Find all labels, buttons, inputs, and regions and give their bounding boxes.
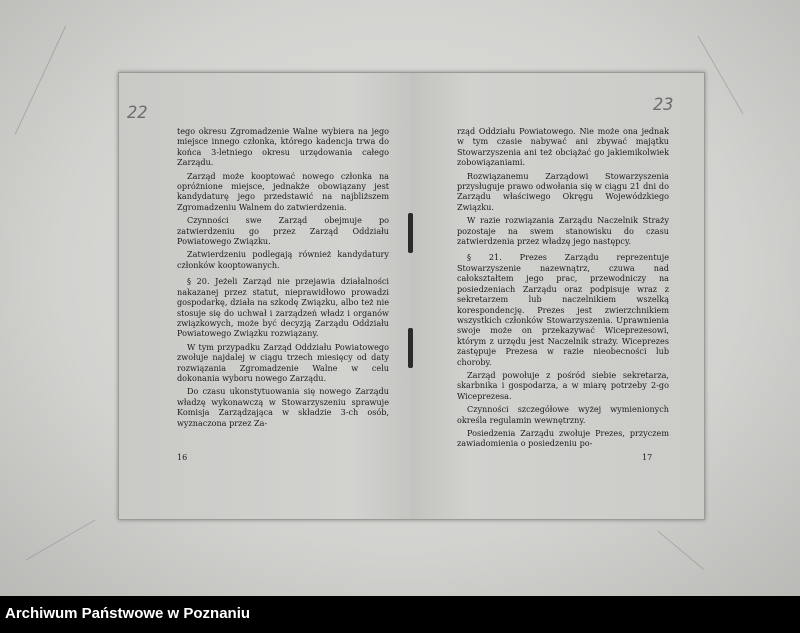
- archive-label: Archiwum Państwowe w Poznaniu: [5, 605, 251, 622]
- paragraph: tego okresu Zgromadzenie Walne wybiera na jego miejsce innego członka, którego kadencja trwa do końca 3-letniego okresu urzędowania całego Zarządu.: [177, 126, 389, 168]
- archive-footer: [0, 596, 800, 633]
- staple-icon: [408, 328, 413, 368]
- booklet: [118, 72, 705, 520]
- paragraph: Czynności szczegółowe wyżej wymienionych określa regulamin wewnętrzny.: [457, 404, 669, 425]
- page-number-right: 17: [642, 453, 653, 462]
- paragraph: rząd Oddziału Powiatowego. Nie może ona jednak w tym czasie nabywać ani zbywać majątku Stowarzyszenia ani też obciążać go jakiemikolwiek zobowiązaniami.: [457, 126, 669, 168]
- paragraph: W razie rozwiązania Zarządu Naczelnik Straży pozostaje na swem stanowisku do czasu zatwierdzenia przez władzę jego następcy.: [457, 215, 669, 247]
- paragraph: Zatwierdzeniu podlegają również kandydatury członków kooptowanych.: [177, 249, 389, 270]
- crease-mark: [657, 530, 704, 569]
- paragraph: Do czasu ukonstytuowania się nowego Zarządu władzę wykonawczą w Stowarzyszeniu sprawuje Komisja Zarządzająca w składzie 3-ch osób, wyznaczona przez Za-: [177, 386, 389, 428]
- right-page-text: [457, 126, 669, 452]
- crease-mark: [26, 520, 96, 561]
- page-number-left: 16: [177, 453, 188, 462]
- left-page-text: [177, 126, 389, 431]
- section-paragraph: § 21. Prezes Zarządu reprezentuje Stowarzyszenie nazewnątrz, czuwa nad całokształtem jego prac, przewodniczy na posiedzeniach Zarządu oraz podpisuje wraz z sekretarzem lub naczelnikiem wszelką korespondencję. Prezes jest zwierzchnikiem wszystkich członków Stowarzyszenia. Uprawnienia swoje może on przekazywać Wiceprezesowi, którym z urzędu jest Naczelnik straży. Wiceprezes zastępuje Prezesa w razie nieobecności lub choroby.: [457, 252, 669, 367]
- paragraph: Rozwiązanemu Zarządowi Stowarzyszenia przysługuje prawo odwołania się w ciągu 21 dni do Zarządu właściwego Okręgu Wojewódzkiego Związku.: [457, 170, 669, 212]
- paragraph: W tym przypadku Zarząd Oddziału Powiatowego zwołuje najdalej w ciągu trzech miesięcy od daty rozwiązania Zgromadzenie Walne w celu dokonania wyboru nowego Zarządu.: [177, 341, 389, 383]
- handwritten-page-number-right: 23: [653, 95, 674, 115]
- section-paragraph: § 20. Jeżeli Zarząd nie przejawia działalności nakazanej przez statut, nieprawidłowo prowadzi gospodarkę, działa na szkodę Związku, albo też nie stosuje się do uchwał i zarządzeń władz i organów związkowych, może być decyzją Zarządu Oddziału Powiatowego Związku rozwiązany.: [177, 276, 389, 339]
- crease-mark: [15, 25, 67, 134]
- paragraph: Zarząd może kooptować nowego członka na opróżnione miejsce, jednakże obowiązany jest kandydaturę jego przedstawić na najbliższem Zgromadzeniu Walnem do zatwierdzenia.: [177, 170, 389, 212]
- paragraph: Posiedzenia Zarządu zwołuje Prezes, przyczem zawiadomienia o posiedzeniu po-: [457, 427, 669, 449]
- paragraph: Czynności swe Zarząd obejmuje po zatwierdzeniu go przez Zarząd Oddziału Powiatowego Związku.: [177, 215, 389, 247]
- paragraph: Zarząd powołuje z pośród siebie sekretarza, skarbnika i gospodarza, a w miarę potrzeby 2-go Wiceprezesa.: [457, 369, 669, 401]
- handwritten-page-number-left: 22: [127, 103, 148, 123]
- staple-icon: [408, 213, 413, 253]
